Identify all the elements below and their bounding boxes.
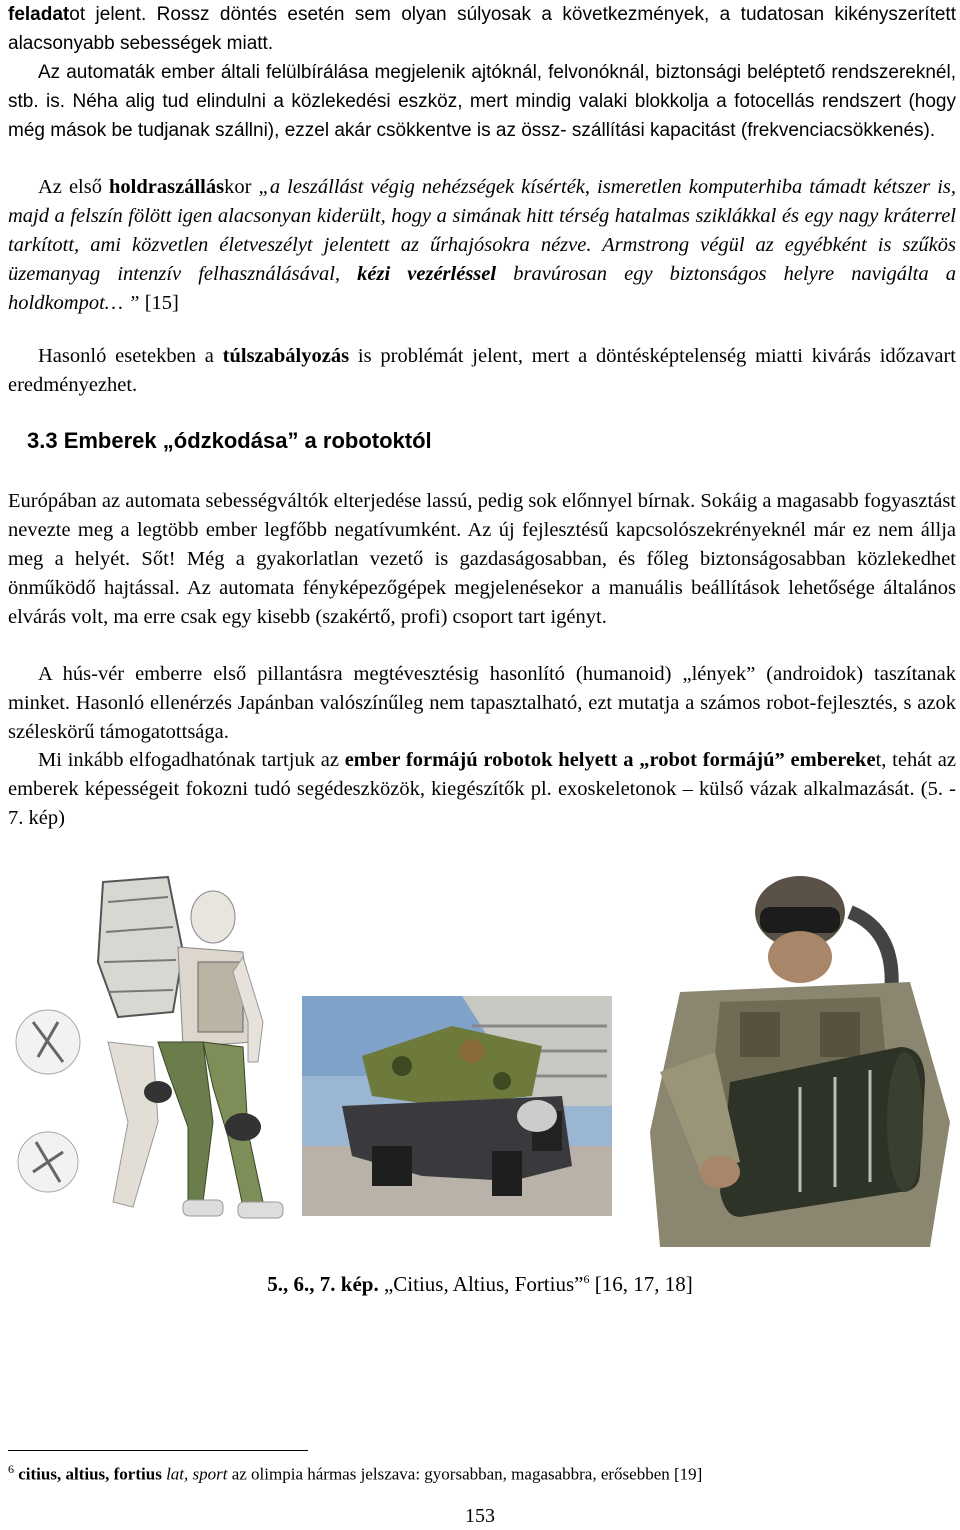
footnote-mark: 6 (8, 1462, 14, 1476)
exoskeleton-illustration-image (8, 872, 293, 1232)
text-run: kor (224, 176, 259, 198)
bold-term: feladat (8, 4, 70, 25)
page-number: 153 (465, 1505, 495, 1527)
paragraph-7 (8, 746, 956, 833)
caption-text: „Citius, Altius, Fortius” (378, 1272, 584, 1296)
caption-citation: [16, 17, 18] (589, 1272, 693, 1296)
quote-text: bravúrosan egy biztonságos helyre navigálta a holdkompot… ” (8, 263, 956, 314)
section-heading: 3.3 Emberek „ódzkodása” a robotoktól (27, 428, 432, 453)
paragraph-6: A hús-vér emberre első pillantásra megtévesztésig hasonlító (humanoid) „lények” (androidok) taszítanak minket. Hasonló ellenérzés Japánban valószínűleg nem tapasztalható, ezt mutatja a számos robot-fejlesztés, s azok széleskörű támogatottsága. (8, 663, 956, 743)
paragraph-2 (8, 58, 956, 145)
bold-term: ember formájú robotok helyett a „robot formájú” embereke (344, 749, 876, 771)
text-run: ot jelent. Rossz döntés esetén sem olyan súlyosak a következmények, a tudatosan kikényszerített alacsonyabb sebességek miatt. (8, 4, 956, 54)
footnote-italic: lat, sport (161, 1464, 228, 1484)
text-run: Hasonló esetekben a (38, 345, 223, 367)
text-run: is problémát jelent, mert a döntésképtelenség miatti kivárás időzavart eredményezhet. (8, 345, 956, 396)
text-run: Az első (38, 176, 110, 198)
paragraph-3-quote (8, 173, 956, 318)
footnote-text: az olimpia hármas jelszava: gyorsabban, magasabbra, erősebben [19] (227, 1464, 703, 1484)
soldier-exoskeleton-photo-image (620, 872, 960, 1247)
paragraph-5: Európában az automata sebességváltók elterjedése lassú, pedig sok előnnyel bírnak. Sokáig a magasabb fogyasztást nevezte meg a legtöbb ember legfőbb negatívumként. Az új fejlesztésű kapcsolószekrényeknél már ez nem állja meg a helyét. Sőt! Még a gyakorlatlan vezető is gazdaságosabban, és főleg biztonságosabban közlekedhet önműködő hajtással. Az automata fényképezőgépek megjelenésekor a manuális beállítások lehetősége általános elvárás volt, ma erre csak egy kisebb (szakértő, profi) csoport tart igényt. (8, 490, 956, 628)
text-run: t, tehát az emberek képességeit fokozni tudó segédeszközök, kiegészítők pl. exoskeletonok – külső vázak alkalmazását. (5. - 7. kép) (8, 749, 956, 829)
text-run: Néha alig tud elindulni a közlekedési eszköz, mert mindig valaki blokkolja a fotocellás rendszert (hogy még mások be tudjanak szállni), ezzel akár csökkentve is az össz- szállítási kapacitást (frekvenciacsökkenés). (8, 91, 956, 141)
footnote-term: citius, altius, fortius (18, 1464, 162, 1484)
bold-term: túlszabályozás (222, 345, 350, 367)
exoskeleton-photo-image (302, 996, 612, 1216)
citation: [15] (139, 292, 179, 314)
bold-term: holdraszállás (109, 176, 225, 198)
text-run: Az automaták ember általi felülbírálása megjelenik ajtóknál, felvonóknál, biztonsági beléptető rendszereknél, stb. is. (8, 62, 956, 112)
text-run: Mi inkább elfogadhatónak tartjuk az (38, 749, 345, 771)
footnote (8, 1462, 702, 1485)
figure-caption (0, 1272, 960, 1297)
bold-italic-term: kézi vezérléssel (357, 263, 497, 285)
paragraph-4 (8, 342, 956, 400)
paragraph-1 (8, 0, 956, 58)
caption-label: 5., 6., 7. kép. (267, 1272, 379, 1296)
footnote-divider (8, 1450, 308, 1451)
quote-text: „a leszállást végig nehézségek kísérték, ismeretlen komputerhiba támadt kétszer is, majd a felszín fölött igen alacsonyan kiderült, hogy a simának hitt térség hatalmas sziklákkal és egy nagy kráterrel tarkított, ami közvetlen életveszélyt jelentett az űrhajósokra nézve. Armstrong végül az egyébként is szűkös üzemanyag intenzív felhasználásával, (8, 176, 957, 285)
footnote-reference: 6 (583, 1272, 590, 1286)
